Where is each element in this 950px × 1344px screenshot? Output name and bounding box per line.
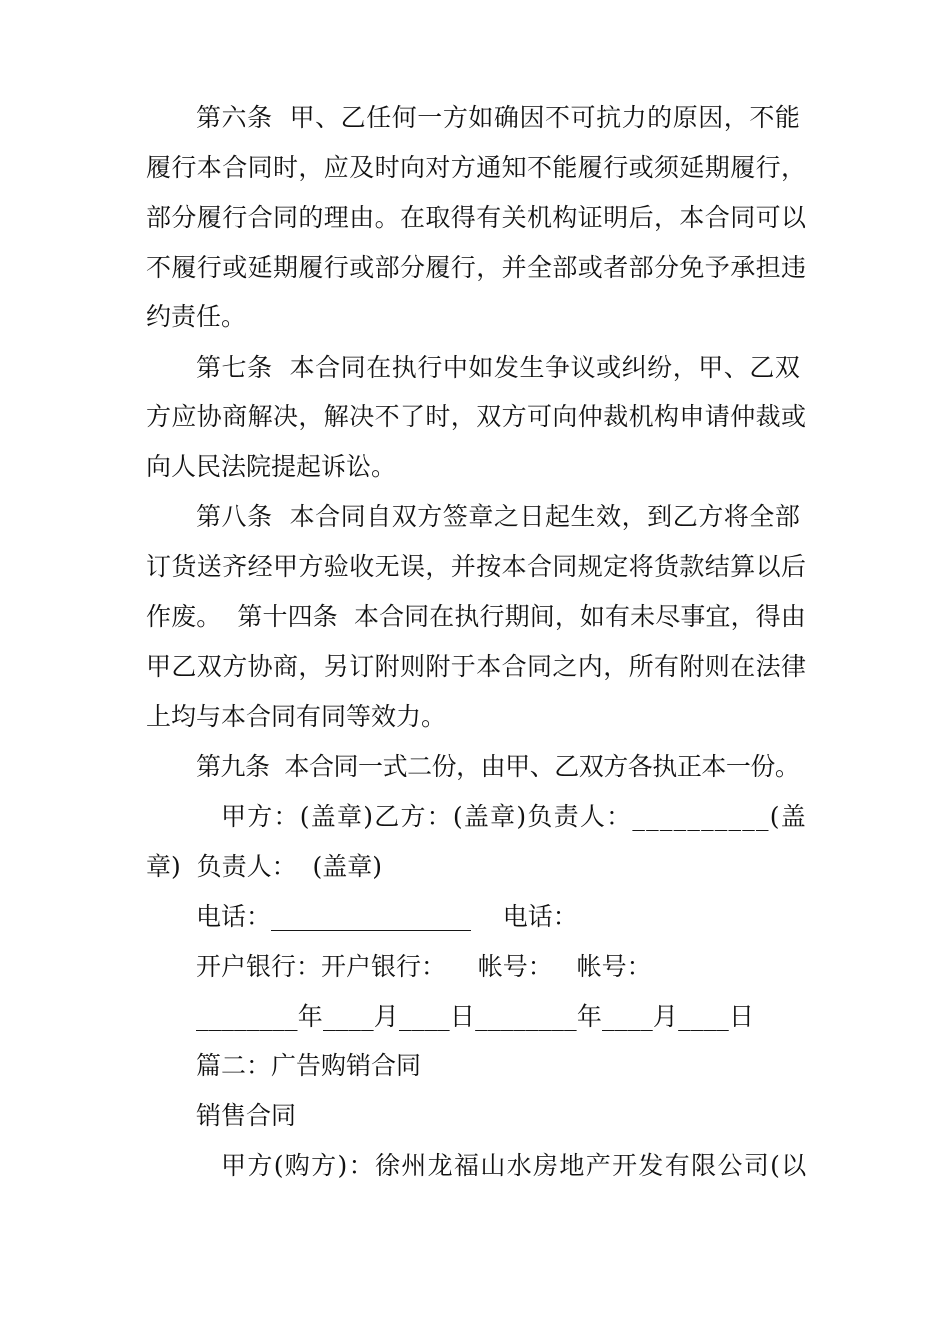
text-line: 甲方：(盖章)乙方：(盖章)负责人：__________(盖 bbox=[221, 802, 808, 831]
text-line: 第八条 本合同自双方签章之日起生效，到乙方将全部 bbox=[196, 502, 801, 531]
text-line: 约责任。 bbox=[146, 302, 247, 331]
text-line: 开户银行：开户银行： 帐号： 帐号： bbox=[196, 952, 652, 981]
text-line: 履行本合同时，应及时向对方通知不能履行或须延期履行， bbox=[146, 153, 807, 182]
text-line: 第六条 甲、乙任何一方如确因不可抗力的原因，不能 bbox=[196, 103, 801, 132]
text-line: 电话：________________ 电话： bbox=[196, 902, 578, 931]
text-line: 篇二：广告购销合同 bbox=[196, 1051, 422, 1080]
text-line: 第七条 本合同在执行中如发生争议或纠纷，甲、乙双 bbox=[196, 353, 801, 382]
text-line: ________年____月____日________年____月____日 bbox=[196, 1002, 755, 1031]
text-line: 订货送齐经甲方验收无误，并按本合同规定将货款结算以后 bbox=[146, 552, 807, 581]
text-line: 不履行或延期履行或部分履行，并全部或者部分免予承担违 bbox=[146, 253, 807, 282]
text-line: 甲乙双方协商，另订附则附于本合同之内，所有附则在法律 bbox=[146, 652, 807, 681]
text-line: 销售合同 bbox=[196, 1101, 297, 1130]
text-line: 甲方(购方)：徐州龙福山水房地产开发有限公司(以 bbox=[221, 1151, 808, 1180]
text-line: 向人民法院提起诉讼。 bbox=[146, 452, 397, 481]
text-line: 第九条 本合同一式二份，由甲、乙双方各执正本一份。 bbox=[196, 752, 800, 781]
text-line: 部分履行合同的理由。在取得有关机构证明后，本合同可以 bbox=[146, 203, 807, 232]
text-line: 方应协商解决，解决不了时，双方可向仲裁机构申请仲裁或 bbox=[146, 402, 807, 431]
text-line: 作废。 第十四条 本合同在执行期间，如有未尽事宜，得由 bbox=[146, 602, 806, 631]
text-line: 章) 负责人： (盖章) bbox=[146, 852, 383, 881]
text-line: 上均与本合同有同等效力。 bbox=[146, 702, 447, 731]
